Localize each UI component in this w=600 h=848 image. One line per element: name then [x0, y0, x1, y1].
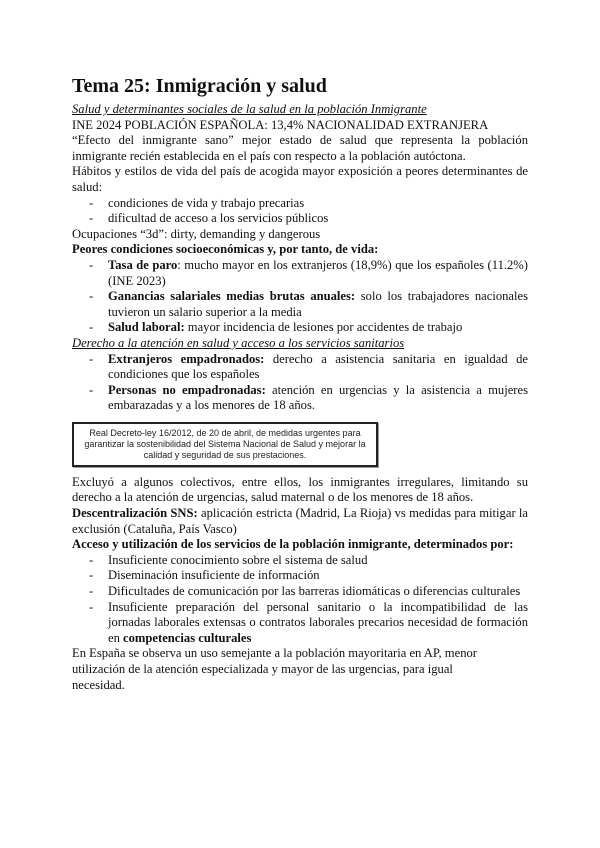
descentralizacion-paragraph: Descentralización SNS: aplicación estricta (Madrid, La Rioja) vs medidas para mitigar la exclusión (Cataluña, País Vasco): [72, 506, 528, 536]
espana-line-1: En España se observa un uso semejante a la población mayoritaria en AP, menor: [72, 646, 477, 661]
page-title: Tema 25: Inmigración y salud: [72, 75, 327, 97]
peores-heading: Peores condiciones socioeconómicas y, por tanto, de vida:: [72, 242, 379, 257]
list-item: - Ganancias salariales medias brutas anuales: solo los trabajadores nacionales tuvieron un salario superior a la media: [89, 289, 529, 319]
section-heading-derecho: Derecho a la atención en salud y acceso a los servicios sanitarios: [72, 335, 405, 350]
section-heading-salud: Salud y determinantes sociales de la salud en la población Inmigrante: [72, 102, 427, 116]
decreto-box: Real Decreto-ley 16/2012, de 20 de abril, de medidas urgentes para garantizar la sostenibilidad del Sistema Nacional de Salud y mejorar la calidad y seguridad de sus prestaciones.: [72, 422, 378, 467]
ine-line: INE 2024 POBLACIÓN ESPAÑOLA: 13,4% NACIONALIDAD EXTRANJERA: [72, 117, 489, 132]
list-item: - Extranjeros empadronados: derecho a asistencia sanitaria en igualdad de condiciones que los españoles: [89, 351, 528, 382]
list-item: - Salud laboral: mayor incidencia de lesiones por accidentes de trabajo: [89, 320, 463, 335]
acceso-heading: Acceso y utilización de los servicios de la población inmigrante, determinados por:: [72, 537, 514, 552]
list-item: - Insuficiente conocimiento sobre el sistema de salud: [89, 552, 368, 567]
list-item: - Tasa de paro: mucho mayor en los extranjeros (18,9%) que los españoles (11.2%) (INE 2023): [89, 257, 528, 288]
list-item: - Dificultades de comunicación por las barreras idiomáticas o diferencias culturales: [89, 584, 521, 599]
espana-line-2: utilización de la atención especializada y mayor de las urgencias, para igual: [72, 662, 453, 676]
list-item: - Diseminación insuficiente de información: [89, 568, 320, 583]
document-page: [72, 74, 528, 693]
espana-line-3: necesidad.: [72, 677, 125, 692]
list-item: - Personas no empadronadas: atención en urgencias y la asistencia a mujeres embarazadas y a los menores de 18 años.: [89, 382, 528, 413]
excluyo-paragraph: Excluyó a algunos colectivos, entre ellos, los inmigrantes irregulares, limitando su derecho a la atención de urgencias, salud maternal o de los menores de 18 años.: [72, 474, 528, 505]
efecto-paragraph: “Efecto del inmigrante sano” mejor estado de salud que representa la población inmigrante recién establecida en el país con respecto a la población autóctona.: [72, 133, 528, 163]
list-item: - condiciones de vida y trabajo precarias: [89, 195, 305, 210]
list-item: - Insuficiente preparación del personal sanitario o la incompatibilidad de las jornadas laborales extensas o contratos laborales precarios necesidad de formación en competencias culturales: [89, 599, 528, 645]
list-item: - dificultad de acceso a los servicios públicos: [89, 211, 329, 226]
habitos-paragraph: Hábitos y estilos de vida del país de acogida mayor exposición a peores determinantes de salud:: [72, 164, 528, 194]
ocupaciones-line: Ocupaciones “3d”: dirty, demanding y dangerous: [72, 226, 321, 241]
